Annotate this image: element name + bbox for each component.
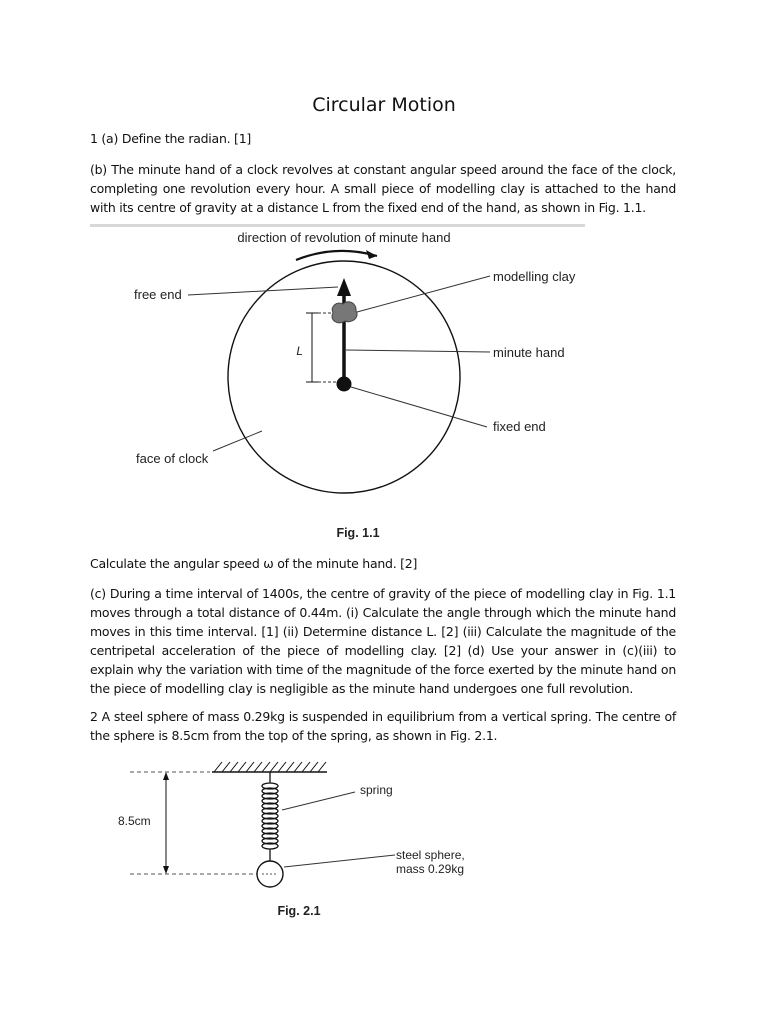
- figure-1-1: [0, 220, 768, 550]
- distance-label: 8.5cm: [118, 814, 151, 828]
- spring-leader: [282, 792, 355, 810]
- fixed-end-label: fixed end: [493, 419, 546, 434]
- fixed-end-leader: [351, 387, 487, 427]
- clay-leader: [357, 276, 490, 312]
- spring-coils: [262, 783, 278, 849]
- question-2: 2 A steel sphere of mass 0.29kg is suspended in equilibrium from a vertical spring. The centre of the sphere is 8.5cm from the top of the spring, as shown in Fig. 2.1.: [90, 709, 676, 743]
- face-of-clock-label: face of clock: [136, 451, 209, 466]
- page-title: Circular Motion: [312, 94, 456, 116]
- sphere-label-line1: steel sphere,: [396, 848, 465, 862]
- figure-top-rule: [90, 224, 585, 227]
- minute-hand-label: minute hand: [493, 345, 565, 360]
- direction-label: direction of revolution of minute hand: [237, 230, 451, 245]
- modelling-clay-label: modelling clay: [493, 269, 576, 284]
- figure-2-1: [0, 755, 768, 925]
- minute-hand-arrowhead: [337, 278, 351, 296]
- sphere-label-line2: mass 0.29kg: [396, 862, 465, 876]
- modelling-clay-blob: [332, 302, 357, 323]
- length-L-label: L: [296, 344, 303, 358]
- figure-1-1-caption: Fig. 1.1: [336, 526, 380, 540]
- question-1a: 1 (a) Define the radian. [1]: [90, 131, 252, 146]
- face-of-clock-leader: [213, 431, 262, 451]
- figure-2-1-caption: Fig. 2.1: [277, 904, 321, 918]
- spring-label: spring: [360, 783, 393, 797]
- free-end-label: free end: [134, 287, 182, 302]
- question-1c-1d: (c) During a time interval of 1400s, the centre of gravity of the piece of modelling clay in Fig. 1.1 moves through a total distance of 0.44m. (i) Calculate the angle through which the minute hand moves in this time interval. [1] (ii) Determine distance L. [2] (iii) Calculate the magnitude of the centripetal acceleration of the piece of modelling clay. [2] (d) Use your answer in (c)(iii) to explain why the variation with time of the magnitude of the force exerted by the minute hand on the piece of modelling clay is negligible as the minute hand undergoes one full revolution.: [90, 586, 676, 696]
- rotation-arrow: [296, 251, 377, 260]
- fixed-end-pivot: [337, 377, 352, 392]
- minute-hand-leader: [346, 350, 490, 352]
- question-1b: (b) The minute hand of a clock revolves at constant angular speed around the face of the clock, completing one revolution every hour. A small piece of modelling clay is attached to the hand with its centre of gravity at a distance L from the fixed end of the hand, as shown in Fig. 1.1.: [90, 162, 676, 215]
- question-1b-calculation: Calculate the angular speed ω of the minute hand. [2]: [90, 556, 418, 571]
- sphere-leader: [284, 855, 395, 867]
- ceiling-hatching: [214, 762, 326, 772]
